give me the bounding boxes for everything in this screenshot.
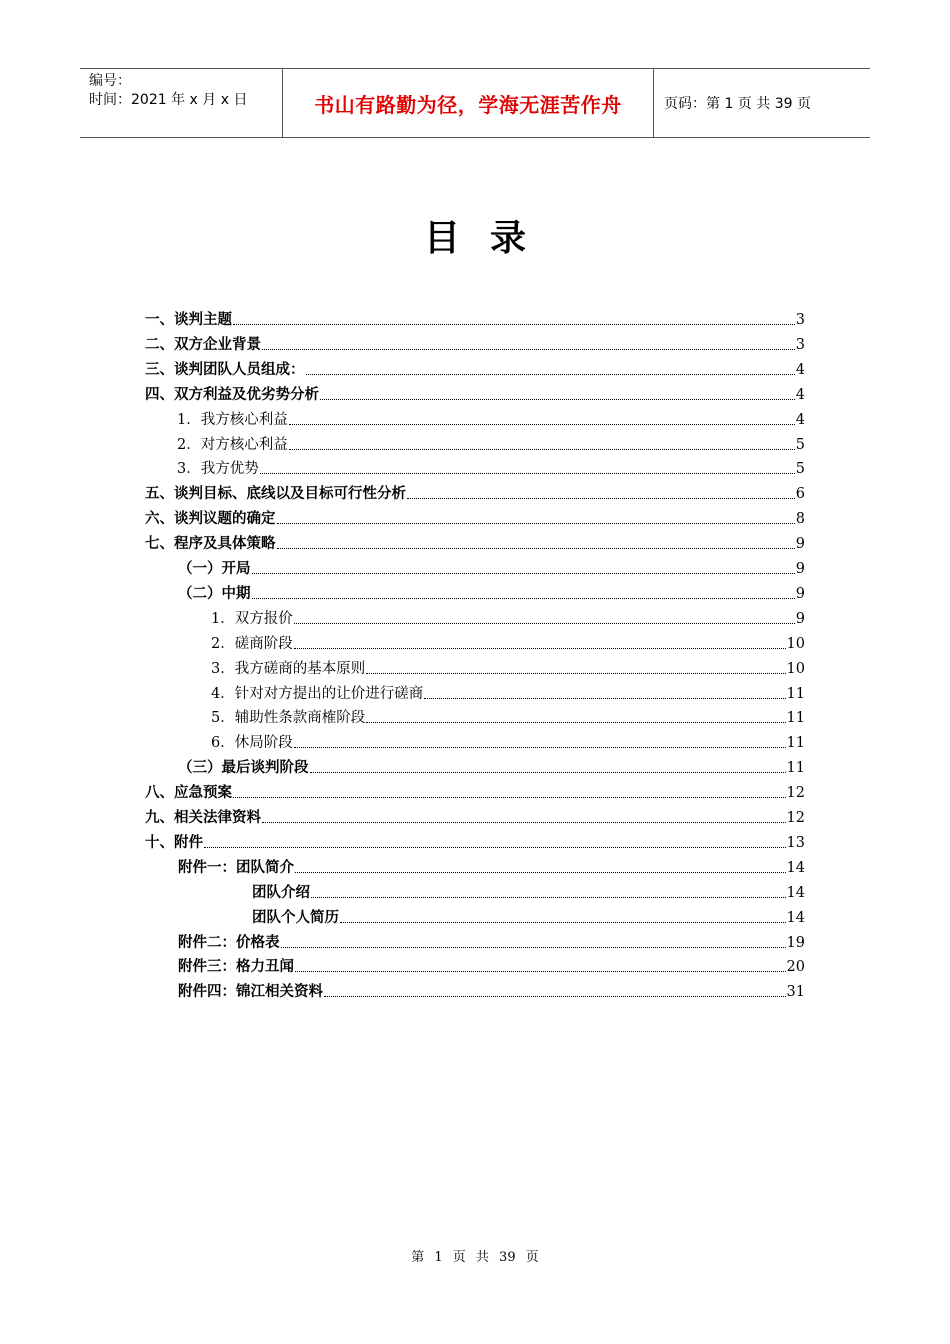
toc-entry[interactable]	[211, 607, 805, 629]
toc-leader-dots	[424, 698, 785, 699]
toc-entry-label: 3．我方磋商的基本原则	[211, 660, 366, 677]
toc-entry-page: 12	[786, 810, 805, 826]
toc-entry-page: 19	[786, 934, 805, 951]
toc-leader-dots	[262, 822, 786, 823]
toc-entry-page: 4	[795, 361, 805, 378]
toc-entry-label: 团队个人简历	[252, 909, 339, 926]
toc-entry[interactable]	[211, 657, 805, 679]
toc-entry-page: 10	[786, 660, 805, 677]
toc-leader-dots	[260, 473, 795, 474]
toc-entry-label: 2．对方核心利益	[177, 436, 288, 453]
toc-entry-page: 11	[786, 710, 805, 727]
toc-entry-label: 一、谈判主题	[145, 312, 232, 328]
toc-entry-label: 附件一：团队简介	[178, 859, 294, 876]
toc-entry[interactable]	[211, 731, 805, 753]
toc-leader-dots	[295, 872, 786, 873]
toc-entry-page: 9	[795, 561, 805, 577]
toc-entry-label: 二、双方企业背景	[145, 336, 261, 353]
toc-leader-dots	[320, 399, 795, 400]
header-motto: 书山有路勤为径，学海无涯苦作舟	[282, 69, 654, 137]
toc-leader-dots	[204, 847, 786, 848]
toc-leader-dots	[252, 573, 795, 574]
toc-entry-label: （一）开局	[178, 561, 251, 577]
toc-entry-label: 九、相关法律资料	[145, 810, 261, 826]
toc-entry-label: 附件二：价格表	[178, 934, 280, 951]
toc-entry-label: 附件三：格力丑闻	[178, 959, 294, 976]
toc-entry-page: 20	[786, 959, 805, 976]
toc-leader-dots	[295, 971, 786, 972]
toc-entry-page: 14	[786, 859, 805, 876]
toc-entry[interactable]	[211, 682, 805, 704]
toc-entry-page: 11	[786, 685, 805, 702]
toc-entry-label: （三）最后谈判阶段	[178, 760, 309, 777]
header-page-info: 页码：第 1 页 共 39 页	[664, 96, 811, 112]
toc-entry[interactable]	[178, 955, 805, 977]
toc-entry-page: 14	[786, 909, 805, 926]
toc-entry-page: 4	[795, 386, 805, 403]
toc-leader-dots	[277, 523, 795, 524]
toc-entry[interactable]	[145, 333, 805, 355]
toc-leader-dots	[289, 449, 795, 450]
toc-leader-dots	[311, 897, 786, 898]
toc-entry-label: 5．辅助性条款商榷阶段	[211, 710, 366, 727]
toc-entry[interactable]	[178, 980, 805, 1002]
toc-leader-dots	[281, 947, 786, 948]
toc-entry-label: 七、程序及具体策略	[145, 536, 276, 553]
toc-entry-page: 13	[786, 834, 805, 851]
toc-entry[interactable]	[252, 906, 805, 928]
toc-leader-dots	[324, 996, 786, 997]
toc-leader-dots	[233, 324, 795, 325]
toc-entry[interactable]	[178, 931, 805, 953]
toc-entry-page: 4	[795, 411, 805, 428]
toc-leader-dots	[366, 722, 785, 723]
toc-leader-dots	[262, 349, 795, 350]
toc-entry[interactable]	[211, 632, 805, 654]
toc-entry[interactable]	[145, 507, 805, 529]
toc-entry[interactable]	[177, 433, 805, 455]
toc-leader-dots	[310, 772, 786, 773]
toc-leader-dots	[306, 374, 795, 375]
toc-entry-page: 8	[795, 511, 805, 528]
toc-entry-page: 10	[786, 635, 805, 652]
toc-entry-page: 5	[795, 461, 805, 478]
toc-entry[interactable]	[145, 482, 805, 504]
toc-leader-dots	[366, 673, 785, 674]
toc-entry-label: 1．我方核心利益	[177, 411, 288, 428]
toc-entry[interactable]	[177, 457, 805, 479]
number-label: 编号：	[89, 73, 131, 89]
toc-leader-dots	[294, 623, 795, 624]
toc-leader-dots	[407, 498, 795, 499]
toc-entry-label: 团队介绍	[252, 884, 310, 901]
toc-entry-label: 六、谈判议题的确定	[145, 511, 276, 528]
toc-entry-label: 4．针对对方提出的让价进行磋商	[211, 685, 424, 702]
toc-entry-label: 6．休局阶段	[211, 735, 293, 752]
toc-entry-label: 三、谈判团队人员组成：	[145, 361, 305, 378]
toc-entry-page: 9	[795, 585, 805, 602]
toc-entry-page: 6	[795, 486, 805, 503]
toc-entry-page: 31	[786, 984, 805, 1001]
toc-leader-dots	[277, 548, 795, 549]
toc-entry[interactable]	[145, 831, 805, 853]
header-meta	[80, 69, 282, 137]
toc-entry-page: 11	[786, 735, 805, 752]
time-label: 时间：2021 年 x 月 x 日	[89, 92, 248, 108]
toc-entry-page: 3	[795, 312, 805, 328]
toc-leader-dots	[233, 797, 786, 798]
toc-entry[interactable]	[178, 557, 805, 579]
toc-entry[interactable]	[177, 408, 805, 430]
toc-leader-dots	[294, 747, 786, 748]
document-header	[80, 68, 870, 138]
toc-entry[interactable]	[145, 358, 805, 380]
page-title: 目录	[423, 218, 556, 259]
toc-entry[interactable]	[145, 532, 805, 554]
toc-entry-page: 12	[786, 785, 805, 802]
page-footer: 第 1 页 共 39 页	[411, 1250, 539, 1265]
toc-entry-page: 9	[795, 610, 805, 627]
toc-entry[interactable]	[145, 383, 805, 405]
toc-entry-label: 附件四：锦江相关资料	[178, 984, 323, 1001]
toc-entry-page: 3	[795, 336, 805, 353]
toc-entry[interactable]	[145, 308, 805, 330]
toc-entry-label: 3．我方优势	[177, 461, 259, 478]
toc-leader-dots	[252, 598, 795, 599]
toc-entry-label: 1．双方报价	[211, 610, 293, 627]
toc-entry-page: 9	[795, 536, 805, 553]
toc-leader-dots	[289, 424, 795, 425]
toc-leader-dots	[340, 922, 786, 923]
toc-entry-label: 2．磋商阶段	[211, 635, 293, 652]
toc-entry[interactable]	[252, 881, 805, 903]
toc-entry[interactable]	[178, 582, 805, 604]
toc-entry-label: 五、谈判目标、底线以及目标可行性分析	[145, 486, 406, 503]
toc-entry[interactable]	[145, 806, 805, 828]
toc-entry-label: 八、应急预案	[145, 785, 232, 802]
toc-entry[interactable]	[145, 781, 805, 803]
toc-entry-label: （二）中期	[178, 585, 251, 602]
toc-leader-dots	[294, 648, 786, 649]
toc-entry-page: 5	[795, 436, 805, 453]
toc-entry[interactable]	[178, 856, 805, 878]
toc-entry-page: 11	[786, 760, 805, 777]
toc-entry-page: 14	[786, 884, 805, 901]
toc-entry-label: 四、双方利益及优劣势分析	[145, 386, 319, 403]
toc-entry[interactable]	[178, 756, 805, 778]
toc-entry-label: 十、附件	[145, 834, 203, 851]
toc-entry[interactable]	[211, 706, 805, 728]
